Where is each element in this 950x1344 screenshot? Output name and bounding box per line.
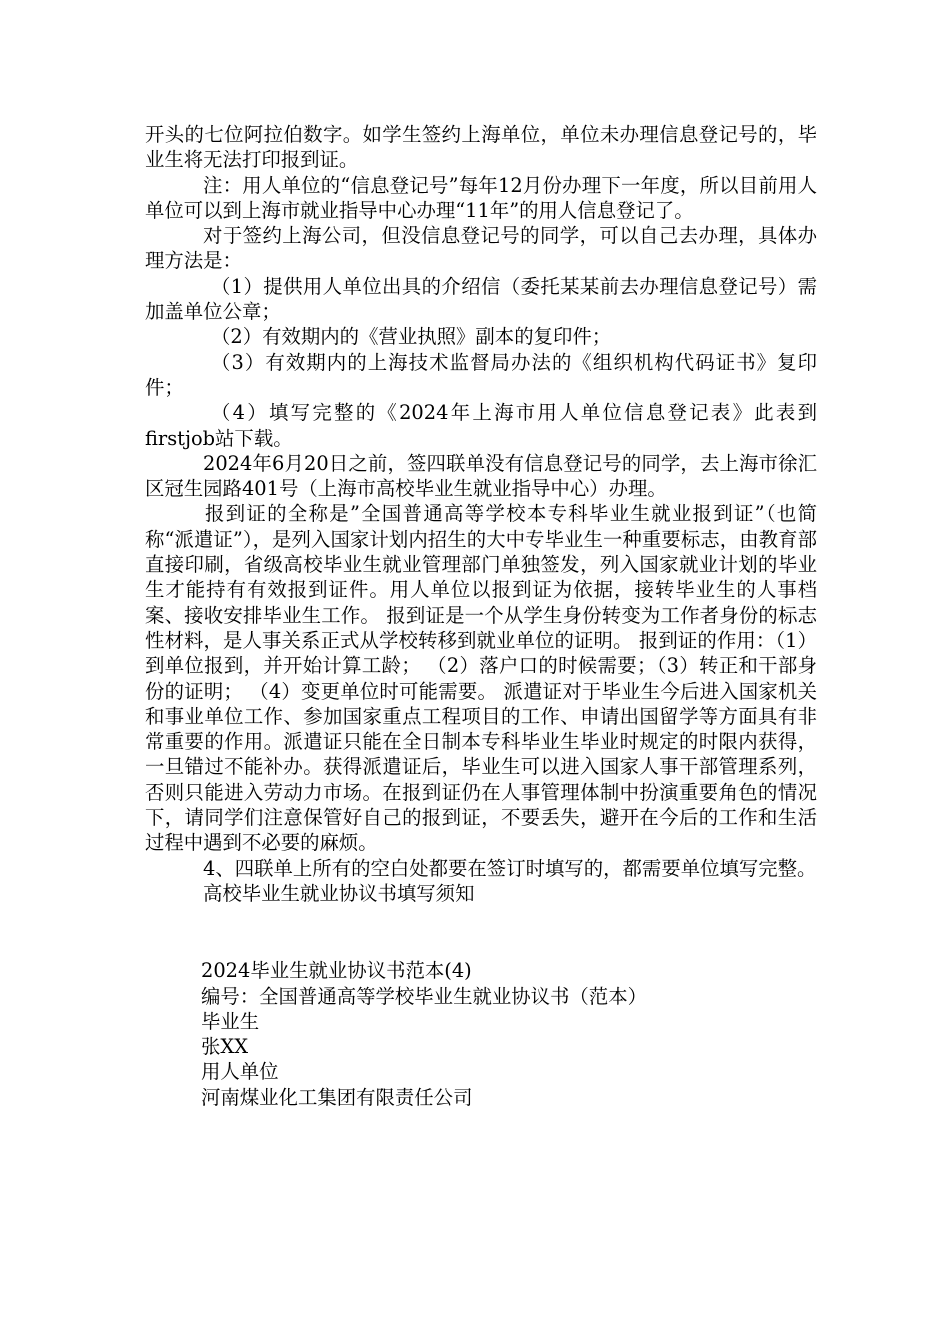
paragraph-intro: 开头的七位阿拉伯数字。如学生签约上海单位，单位未办理信息登记号的，毕业生将无法打印报到证。 (145, 123, 817, 172)
agreement-header-block (145, 958, 817, 1110)
paragraph-method-intro: 对于签约上海公司，但没信息登记号的同学，可以自己去办理，具体办理方法是： (145, 224, 817, 273)
paragraph-step-4: （4）填写完整的《2024年上海市用人单位信息登记表》此表到 firstjob站下载。 (145, 401, 817, 450)
graduate-label: 毕业生 (201, 1009, 260, 1033)
employer-label: 用人单位 (201, 1060, 279, 1084)
agreement-title: 2024毕业生就业协议书范本(4) (201, 959, 472, 983)
spacer (145, 906, 817, 958)
graduate-name: 张XX (201, 1035, 248, 1059)
employer-name: 河南煤业化工集团有限责任公司 (201, 1085, 473, 1109)
paragraph-note: 注：用人单位的“信息登记号”每年12月份办理下一年度，所以目前用人单位可以到上海市就业指导中心办理“11年”的用人信息登记了。 (145, 173, 817, 222)
agreement-number: 编号：全国普通高等学校毕业生就业协议书（范本） (201, 984, 647, 1008)
document-page (145, 122, 817, 1110)
paragraph-report-certificate: 报到证的全称是”全国普通高等学校本专科毕业生就业报到证”（也简称“派遣证”），是列入国家计划内招生的大中专毕业生一种重要标志，由教育部直接印刷，省级高校毕业生就业管理部门单独签发，列入国家就业计划的毕业生才能持有有效报到证件。用人单位以报到证为依据，接转毕业生的人事档案、接收安排毕业生工作。 报到证是一个从学生身份转变为工作者身份的标志性材料，是人事关系正式从学校转移到就业单位的证明。 报到证的作用：（1）到单位报到，并开始计算工龄； （2）落户口的时候需要；（3）转正和干部身份的证明； （4）变更单位时可能需要。 派遣证对于毕业生今后进入国家机关和事业单位工作、参加国家重点工程项目的工作、申请出国留学等方面具有非常重要的作用。派遣证只能在全日制本专科毕业生毕业时规定的时限内获得，一旦错过不能补办。获得派遣证后，毕业生可以进入国家人事干部管理系列，否则只能进入劳动力市场。在报到证仍在人事管理体制中扮演重要角色的情况下，请同学们注意保管好自己的报到证，不要丢失，避开在今后的工作和生活过程中遇到不必要的麻烦。 (145, 502, 817, 855)
paragraph-heading-notice: 高校毕业生就业协议书填写须知 (203, 881, 475, 905)
paragraph-deadline: 2024年6月20日之前，签四联单没有信息登记号的同学，去上海市徐汇区冠生园路401号（上海市高校毕业生就业指导中心）办理。 (145, 451, 817, 501)
paragraph-item-4: 4、四联单上所有的空白处都要在签订时填写的，都需要单位填写完整。 (203, 856, 817, 880)
paragraph-step-3: （3）有效期内的上海技术监督局办法的《组织机构代码证书》复印件； (145, 350, 817, 399)
paragraph-step-2: （2）有效期内的《营业执照》副本的复印件； (211, 325, 612, 349)
paragraph-step-1: （1）提供用人单位出具的介绍信（委托某某前去办理信息登记号）需加盖单位公章； (145, 274, 817, 324)
